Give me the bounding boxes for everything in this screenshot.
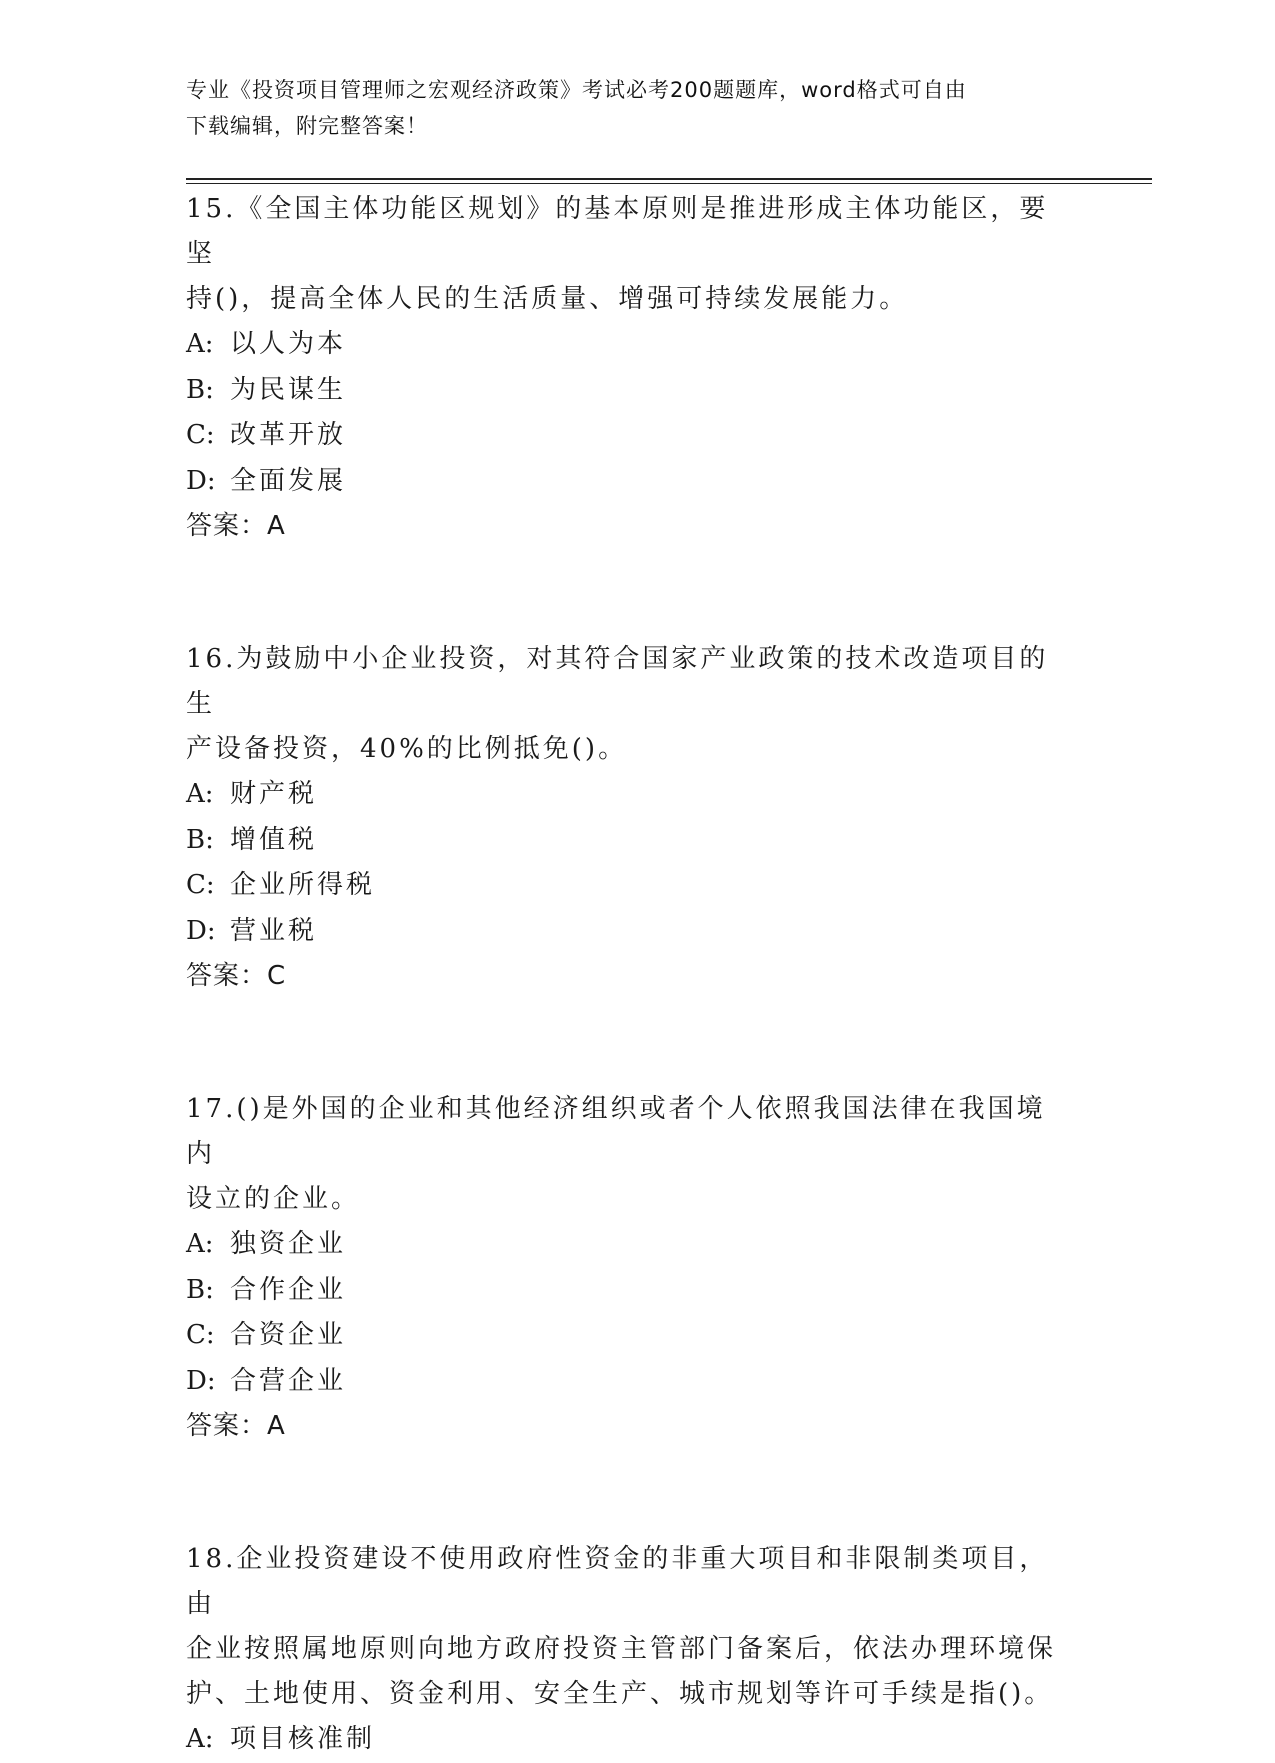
- option-letter: C:: [186, 870, 215, 900]
- option-b: [186, 818, 1086, 864]
- option-letter: A:: [186, 329, 214, 359]
- option-letter: B:: [186, 824, 214, 855]
- answer-line: 答案：A: [186, 1411, 286, 1441]
- option-letter: D:: [186, 465, 216, 496]
- question-stem-line: 产设备投资，40%的比例抵免()。: [186, 734, 628, 764]
- header-line-2: 下载编辑，附完整答案！: [186, 114, 428, 138]
- option-text: 企业所得税: [230, 870, 376, 900]
- question-stem: [186, 1537, 1066, 1717]
- option-text: 合营企业: [230, 1365, 347, 1396]
- option-letter: A:: [186, 1724, 214, 1754]
- document-header: [186, 72, 1066, 144]
- option-b: [186, 368, 1086, 414]
- option-a: [186, 1222, 1086, 1268]
- option-text: 项目核准制: [230, 1724, 376, 1754]
- answer-line: 答案：A: [186, 511, 286, 541]
- question-stem-line: 16.为鼓励中小企业投资，对其符合国家产业政策的技术改造项目的生: [186, 644, 1049, 719]
- option-letter: C:: [186, 420, 215, 450]
- question-stem: [186, 637, 1066, 772]
- option-text: 财产税: [230, 779, 318, 809]
- option-text: 独资企业: [230, 1229, 347, 1259]
- question-stem-line: 持()，提高全体人民的生活质量、增强可持续发展能力。: [186, 284, 909, 314]
- header-divider-thick: [186, 178, 1152, 180]
- option-c: [186, 413, 1086, 459]
- option-text: 合作企业: [230, 1274, 347, 1305]
- option-text: 合资企业: [230, 1320, 347, 1350]
- option-a: [186, 772, 1086, 818]
- question-17: [186, 1087, 1086, 1449]
- option-c: [186, 863, 1086, 909]
- option-b: [186, 1268, 1086, 1314]
- question-spacer: [186, 999, 1086, 1087]
- option-text: 营业税: [230, 915, 318, 946]
- option-letter: B:: [186, 374, 214, 405]
- option-d: [186, 909, 1086, 955]
- option-letter: A:: [186, 779, 214, 809]
- answer-line: 答案：C: [186, 961, 287, 991]
- question-list: [186, 187, 1086, 1763]
- question-15: [186, 187, 1086, 549]
- question-stem-line: 设立的企业。: [186, 1184, 361, 1214]
- question-stem: [186, 187, 1066, 322]
- option-d: [186, 1359, 1086, 1405]
- option-text: 以人为本: [230, 329, 347, 359]
- question-stem-line: 护、土地使用、资金利用、安全生产、城市规划等许可手续是指()。: [186, 1679, 1054, 1709]
- option-letter: D:: [186, 1365, 216, 1396]
- option-d: [186, 459, 1086, 505]
- option-letter: B:: [186, 1274, 214, 1305]
- question-stem: [186, 1087, 1066, 1222]
- option-a: [186, 1717, 1086, 1763]
- option-a: [186, 322, 1086, 368]
- option-letter: C:: [186, 1320, 215, 1350]
- question-stem-line: 18.企业投资建设不使用政府性资金的非重大项目和非限制类项目，由: [186, 1544, 1049, 1619]
- option-text: 增值税: [230, 824, 318, 855]
- option-text: 为民谋生: [230, 374, 347, 405]
- question-spacer: [186, 549, 1086, 637]
- option-letter: D:: [186, 915, 216, 946]
- question-stem-line: 17.()是外国的企业和其他经济组织或者个人依照我国法律在我国境内: [186, 1094, 1046, 1169]
- header-line-1: 专业《投资项目管理师之宏观经济政策》考试必考200题题库，word格式可自由: [186, 78, 967, 102]
- option-text: 全面发展: [230, 465, 347, 496]
- option-text: 改革开放: [230, 420, 347, 450]
- option-c: [186, 1313, 1086, 1359]
- question-stem-line: 企业按照属地原则向地方政府投资主管部门备案后，依法办理环境保: [186, 1634, 1057, 1664]
- option-letter: A:: [186, 1229, 214, 1259]
- header-divider-thin: [186, 183, 1152, 184]
- question-stem-line: 15.《全国主体功能区规划》的基本原则是推进形成主体功能区，要坚: [186, 194, 1049, 269]
- question-16: [186, 637, 1086, 999]
- question-spacer: [186, 1449, 1086, 1537]
